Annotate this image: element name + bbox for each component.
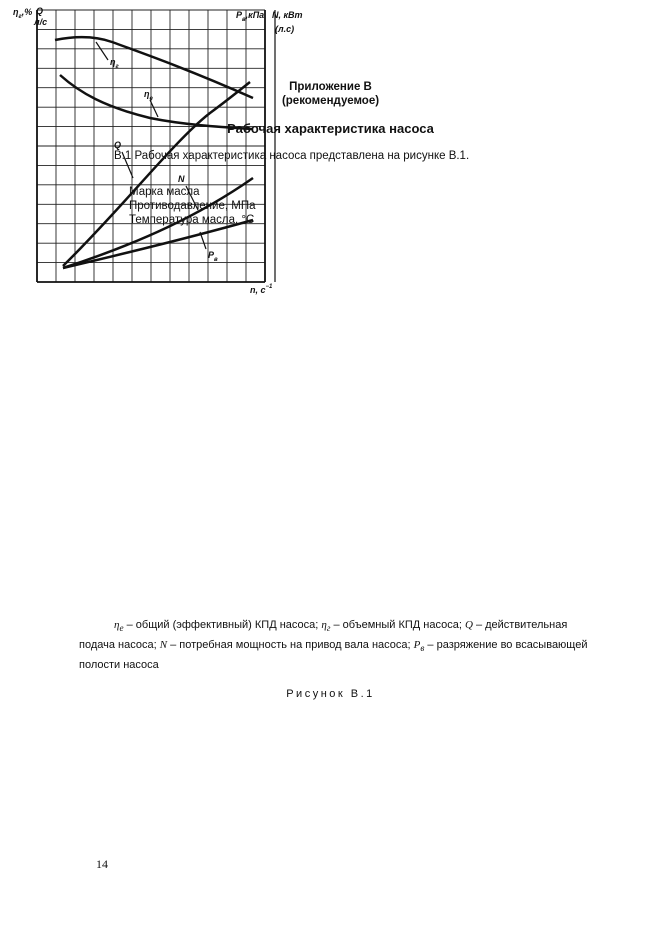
curve-label-pv: $P_в$ <box>208 250 218 263</box>
page-number: 14 <box>96 857 108 871</box>
param-back-pressure: Противодавление, МПа <box>129 200 256 212</box>
curve-label-q: Q <box>114 140 122 150</box>
x-axis-label: n, $с^{-1}$ <box>250 284 273 295</box>
legend-text-pv: – разряжение во всасывающей полости насоса <box>79 639 588 672</box>
right-axis-unit-n: (л.с) <box>275 24 295 34</box>
legend-symbol-eta-e: $\eta_е$ <box>114 619 124 634</box>
curve-label-n: N <box>178 174 185 184</box>
param-oil-brand: Марка масла <box>129 186 200 198</box>
legend-symbol-q: Q <box>464 619 473 631</box>
legend-symbol-eta-g: $\eta_г$ <box>321 619 331 634</box>
figure-legend <box>79 617 589 674</box>
section-title: Рабочая характеристика насоса <box>227 121 434 136</box>
leader-eta-g <box>96 42 108 60</box>
curve-q <box>63 82 250 266</box>
legend-symbol-pv: $P_в$ <box>413 639 425 654</box>
legend-text-n: – потребная мощность на привод вала насоса; <box>167 639 414 652</box>
curve-label-eta-e: $\eta_е$ <box>144 89 153 102</box>
intro-paragraph: В.1 Рабочая характеристика насоса представлена на рисунке В.1. <box>114 150 470 162</box>
left-axis-unit-q: л/с <box>34 17 48 27</box>
curve-label-eta-g: $\eta_г$ <box>110 57 119 70</box>
left-axis-label-q: Q <box>36 6 44 16</box>
legend-text-eta-g: – объемный КПД насоса; <box>330 619 465 631</box>
legend-text-q: – действительная подача насоса; <box>79 619 568 652</box>
left-axis-label-eta: $\eta_г,\%$ <box>13 7 33 20</box>
right-axis-label-n: N, кВт <box>272 10 303 20</box>
appendix-status: (рекомендуемое) <box>281 95 380 107</box>
chart-grid <box>37 10 265 282</box>
figure-caption: Рисунок В.1 <box>286 688 375 700</box>
right-axis-label-pv: $P_в,кПа$ <box>236 10 265 23</box>
legend-symbol-n: N <box>159 639 168 652</box>
param-oil-temperature: Температура масла, °С <box>129 214 255 226</box>
appendix-heading: Приложение В <box>289 81 372 93</box>
curve-pv <box>63 220 253 268</box>
legend-text-eta-e: – общий (эффективный) КПД насоса; <box>123 619 322 631</box>
